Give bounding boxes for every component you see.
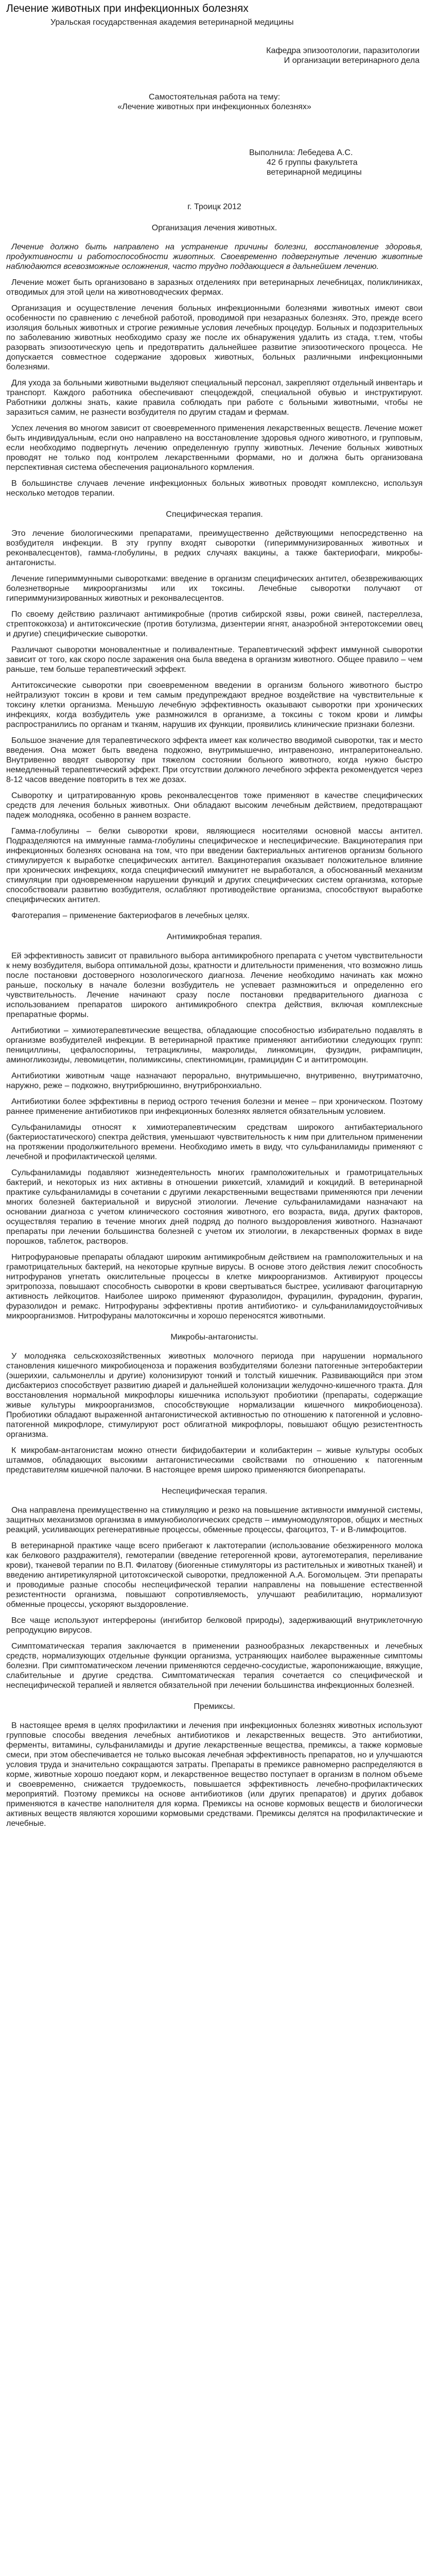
section-heading: Премиксы. [194,1702,235,1711]
paragraph: В большинстве случаев лечение инфекционных больных животных проводят комплексно, используя несколько методов терапии. [6,479,423,498]
author-faculty: ветеринарной медицины [267,168,362,177]
work-title: «Лечение животных при инфекционных болезнях» [117,103,311,111]
paragraph: Для ухода за больными животными выделяют специальный персонал, закрепляют отдельный инвентарь и транспорт. Каждого работника обеспечивают спецодеждой, специальной обувью и инструктируют. Работники должны знать, какие правила соблюдать при работе с больными животными, чтобы не заразиться самим, не разнести возбудителя по другим стадам и фермам. [6,379,423,417]
section-heading: Организация лечения животных. [151,224,277,232]
work-type: Самостоятельная работа на тему: [148,93,281,101]
paragraph: Большое значение для терапевтического эффекта имеет как количество вводимой сыворотки, так и место введения. Она может быть введена подкожно, внутримышечно, интравенозно, интраперитонеально. Внутривенно вводят сыворотку при тяжелом состоянии больного животного, когда нужно быстро немедленный терапевтический эффект. При отсутствии должного лечебного эффекта рекомендуется через 8-12 часов введение повторить в тех же дозах. [6,736,423,784]
section-heading: Антимикробная терапия. [166,933,263,941]
paragraph: Лечение может быть организовано в заразных отделениях при ветеринарных лечебницах, поликлиниках, отводимых для этой цели на животноводческих фермах. [6,278,423,297]
department-line-1: Кафедра эпизоотологии, паразитологии [266,46,420,55]
paragraph: Сыворотку и цитратированную кровь реконвалесцентов тоже применяют в качестве специфических средств для лечения больных животных. Они обладают высоким лечебным действием, предотвращают падеж молодняка, особенно в раннем возрасте. [6,791,423,820]
author-signature [249,148,423,177]
paragraph: В ветеринарной практике чаще всего прибегают к лактотерапии (использование обезжиренного молока как белкового раздражителя), гемотерапии (введение гетерогенной крови, аутогемотерапия, переливание крови), тканевой терапии по В.П. Филатову (биогенные стимуляторы из растительных и животных тканей) и введению антиретикулярной цитотоксической сыворотки, предложенной А.А. Богомольцем. Эти препараты и проводимые разные способы неспецифической терапии направлены на повышение естественной резистентности организма, повышают сопротивляемость, улучшают реабилитацию, нормализуют обменные процессы, ускоряют выздоровление. [6,1541,423,1609]
section-heading: Неспецифическая терапия. [161,1487,268,1496]
paragraph: Симптоматическая терапия заключается в применении разнообразных лекарственных и лечебных средств, нормализующих отдельные функции организма, устраняющих наиболее выраженные симптомы болезни. При симптоматическом лечении применяются сердечно-сосудистые, жаропонижающие, вяжущие, слабительные и другие средства. Симптоматическая терапия сочетается со специфической и неспецифической терапией и является обязательной при лечении большинства инфекционных болезней. [6,1642,423,1690]
paragraph: Все чаще используют интерфероны (ингибитор белковой природы), задерживающий внутриклеточную репродукцию вирусов. [6,1616,423,1635]
paragraph: Лечение гипериммунными сыворотками: введение в организм специфических антител, обезвреживающих болезнетворные микроорганизмы или их токсины. Лечебные сыворотки получают от гипериммунизированных животных и реконвалесцентов. [6,574,423,603]
paragraph: Антитоксические сыворотки при своевременном введении в организм больного животного быстро нейтрализуют токсин в крови и тем самым предупреждают вредное воздействие на чувствительные к токсину клетки организма. Меньшую лечебную эффективность оказывают сыворотки при хронических инфекциях, когда возбудитель уже размножился в организме, а токсины с током крови и лимфы распространились по органам и тканям, нарушив их функции, проявились клинические признаки болезни. [6,681,423,729]
paragraph: В настоящее время в целях профилактики и лечения при инфекционных болезнях животных используют групповые способы введения лечебных антибиотиков и лекарственных веществ. Это антибиотики, ферменты, витамины, сульфаниламиды и другие лекарственные вещества, премиксы, а также кормовые смеси, при этом обеспечивается не только высокая лечебная эффективность препаратов, но и улучшаются условия труда и значительно сокращаются затраты. Препараты в премиксе равномерно распределяются в корме, животные хорошо поедают корм, и лекарственное вещество поступает в организм в полном объеме и своевременно, снижается трудоемкость, повышается эффективность лечебно-профилактических мероприятий. Поэтому премиксы на основе антибиотиков (или других препаратов) и других добавок применяются в качестве наполнителя для корма. Премиксы на основе кормовых веществ и биологически активных веществ являются хорошими кормовыми средствами. Премиксы делятся на профилактические и лечебные. [6,1721,423,1828]
paragraph: Она направлена преимущественно на стимуляцию и резко на повышение активности иммунной системы, защитных механизмов организма в иммунобиологических средств – иммуномодуляторов, общих и местных реакций, усиливающих регенеративные процессы, обменные процессы, фагоцитоз, Т- и В-лимфоцитов. [6,1506,423,1534]
paragraph: Сульфаниламиды подавляют жизнедеятельность многих грамположительных и грамотрицательных бактерий, и некоторых из них активны в отношении риккетсий, хламидий и кокцидий. В ветеринарной практике сульфаниламиды в сочетании с другими лекарственными веществами применяются при лечении многих болезней бактериальной и вирусной этиологии. Лечение сульфаниламидами назначают на основании диагноза с учетом клинического состояния животного, его возраста, вида, других факторов, осуществляя терапию в течение многих дней подряд до полного выздоровления животного. Назначают препараты при лечении большинства болезней с учетом их этиологии, в лекарственных формах в виде порошков, таблеток, растворов. [6,1168,423,1246]
author-group: 42 б группы факультета [267,158,358,167]
paragraph: У молодняка сельскохозяйственных животных молочного периода при нарушении нормального становления кишечного микробиоценоза и поражения возбудителями болезни патогенные энтеробактерии (эшерихии, сальмонеллы и другие) колонизируют тонкий и толстый кишечник. Развивающийся при этом дисбактериоз способствует развитию диарей и дальнейшей колонизации желудочно-кишечного тракта. Для восстановления нормальной микрофлоры кишечника используют пробиотики (препараты, содержащие живые культуры микроорганизмов, способствующие нормализации кишечного микробиоценоза). Пробиотики обладают выраженной антагонистической активностью по отношению к патогенной и условно-патогенной микрофлоре, стимулируют рост облигатной микрофлоры, повышают общую резистентность организма. [6,1352,423,1439]
paragraph: Сульфаниламиды относят к химиотерапевтическим средствам широкого антибактериального (бактериостатического) спектра действия, уменьшают чувствительность к ним при длительном применении на протяжении продолжительного времени. Необходимо иметь в виду, что сульфаниламиды применяют с лечебной и профилактической целями. [6,1123,423,1161]
document-body [6,223,423,1828]
paragraph: Ей эффективность зависит от правильного выбора антимикробного препарата с учетом чувствительности к нему возбудителя, выбора оптимальной дозы, кратности и длительности применения, что возможно лишь после постановки достоверного нозологического диагноза. Лечение необходимо начинать как можно раньше, поскольку в начале болезни возбудитель не успевает размножиться и определенно его чувствительность. Лечение начинают сразу после постановки предварительного диагноза с использованием препаратов широкого антимикробного спектра действия, включая комплексные препаратные формы. [6,952,423,1019]
section-heading: Микробы-антагонисты. [170,1333,258,1342]
spacer [6,27,423,46]
university-name: Уральская государственная академия ветеринарной медицины [50,18,294,27]
spacer [6,112,423,148]
paragraph: Успех лечения во многом зависит от своевременного применения лекарственных веществ. Лечение может быть индивидуальным, если оно направлено на восстановление здоровья одного животного, и групповым, если необходимо подвергнуть лечению определенную группу животных. Лечение больных животных проводят не только под контролем лекарственными формами, но и должна быть организована перспективная система обеспечения рационального кормления. [6,424,423,472]
paragraph: Антибиотики более эффективны в период острого течения болезни и менее – при хроническом. Поэтому раннее применение антибиотиков при инфекционных болезнях является обязательным условием. [6,1097,423,1116]
work-title-block [6,92,423,112]
paragraph: Это лечение биологическими препаратами, преимущественно действующими непосредственно на возбудителя инфекции. В эту группу входят сыворотки (гипериммунизированных животных и реконвалесцентов), гамма-глобулины, в редких случаях вакцины, а также бактериофаги, микробы-антагонисты. [6,529,423,567]
paragraph: По своему действию различают антимикробные (против сибирской язвы, рожи свиней, пастереллеза, стрептококкоза) и антитоксические (против ботулизма, дизентерии ягнят, анаэробной энтеротоксемии овец и другие) специфические сыворотки. [6,610,423,638]
paragraph: К микробам-антагонистам можно отнести бифидобактерии и колибактерин – живые культуры особых штаммов, обладающих высокими антагонистическими свойствами по отношению к патогенным представителям кишечной палочки. В настоящее время широко применяются биопрепараты. [6,1446,423,1475]
paragraph: Антибиотики животным чаще назначают перорально, внутримышечно, внутривенно, внутриматочно, наружно, реже – подкожно, внутрибрюшинно, внутрибронхиально. [6,1072,423,1090]
paragraph: Различают сыворотки моновалентные и поливалентные. Терапевтический эффект иммунной сыворотки зависит от того, как скоро после заражения она была введена в организм животного. Общее правило – чем раньше, тем больше терапевтический эффект. [6,646,423,674]
paragraph: Антибиотики – химиотерапевтические вещества, обладающие способностью избирательно подавлять в организме возбудителей инфекции. В ветеринарной практике применяют антибиотики следующих групп: пенициллины, цефалоспорины, тетрациклины, макролиды, линкомицин, фузидин, рифампицин, аминогликозиды, левомицетин, полимиксины, спектиномицин, грамицидин С и антитромоцин. [6,1026,423,1064]
author-name: Выполнила: Лебедева А.С. [249,148,353,157]
document-title: Лечение животных при инфекционных болезнях [6,3,249,14]
section-heading: Специфическая терапия. [166,510,263,519]
paragraph: Фаготерапия – применение бактериофагов в лечебных целях. [11,911,250,920]
department-line-2: И организации ветеринарного дела [284,56,420,65]
paragraph: Организация и осуществление лечения больных инфекционными болезнями животных имеют свои особенности по сравнению с лечебной работой, проводимой при незаразных болезнях. Это, прежде всего изоляция больных животных и строгие режимные условия лечебных процедур. Больных и подозрительных по заболеванию животных необходимо сразу же после их обнаружения удалить из стада, т.тем, чтобы разорвать эпизоотическую цепь и предотвратить дальнейшее развитие эпизоотического процесса. Не допускается совместное содержание здоровых животных, больных различными инфекционными болезнями. [6,304,423,371]
paragraph: Гамма-глобулины – белки сыворотки крови, являющиеся носителями основной массы антител. Подразделяются на иммунные гамма-глобулины специфическое и неспецифические. Вакцинотерапия при инфекционных болезнях основана на том, что при введении бактериальных антигенов организм больного стимулируется к выработке специфических антител. Вакцинотерапия оказывает положительное влияние при хронических инфекциях, когда специфический иммунитет не выработался, а обоснованный механизм стимуляции при одновременном нарушении функций и других специфических систем организма, которые способствовали развитию возбудителя, ослабляют противодействие организма, способствуют выработке специфических антител. [6,827,423,904]
paragraph: Лечение должно быть направлено на устранение причины болезни, восстановление здоровья, продуктивности и работоспособности животных. Своевременно подвергнутые лечению животные наблюдаются всевозможные осложнения, часто трудно поддающиеся в дальнейшем лечению. [6,243,423,271]
department-block [6,46,423,65]
town-year: г. Троицк 2012 [187,202,241,211]
paragraph: Нитрофурановые препараты обладают широким антимикробным действием на грамположительных и на грамотрицательных бактерий, на некоторые крупные вирусы. В основе этого действия лежит способность нитрофуранов угнетать окислительные процессы в клетке микроорганизмов. Активируют процессы эритропоэза, повышают способность сыворотки в крови свертываться быстрее, усиливают фагоцитарную активность лейкоцитов. Наиболее широко применяют фуразолидон, фурацилин, фурадонин, фурагин, фуразолидон и ремакс. Нитрофураны эффективны против антибиотико- и сульфаниламидоустойчивых микроорганизмов. Нитрофураны малотоксичны и хорошо переносятся животными. [6,1253,423,1320]
